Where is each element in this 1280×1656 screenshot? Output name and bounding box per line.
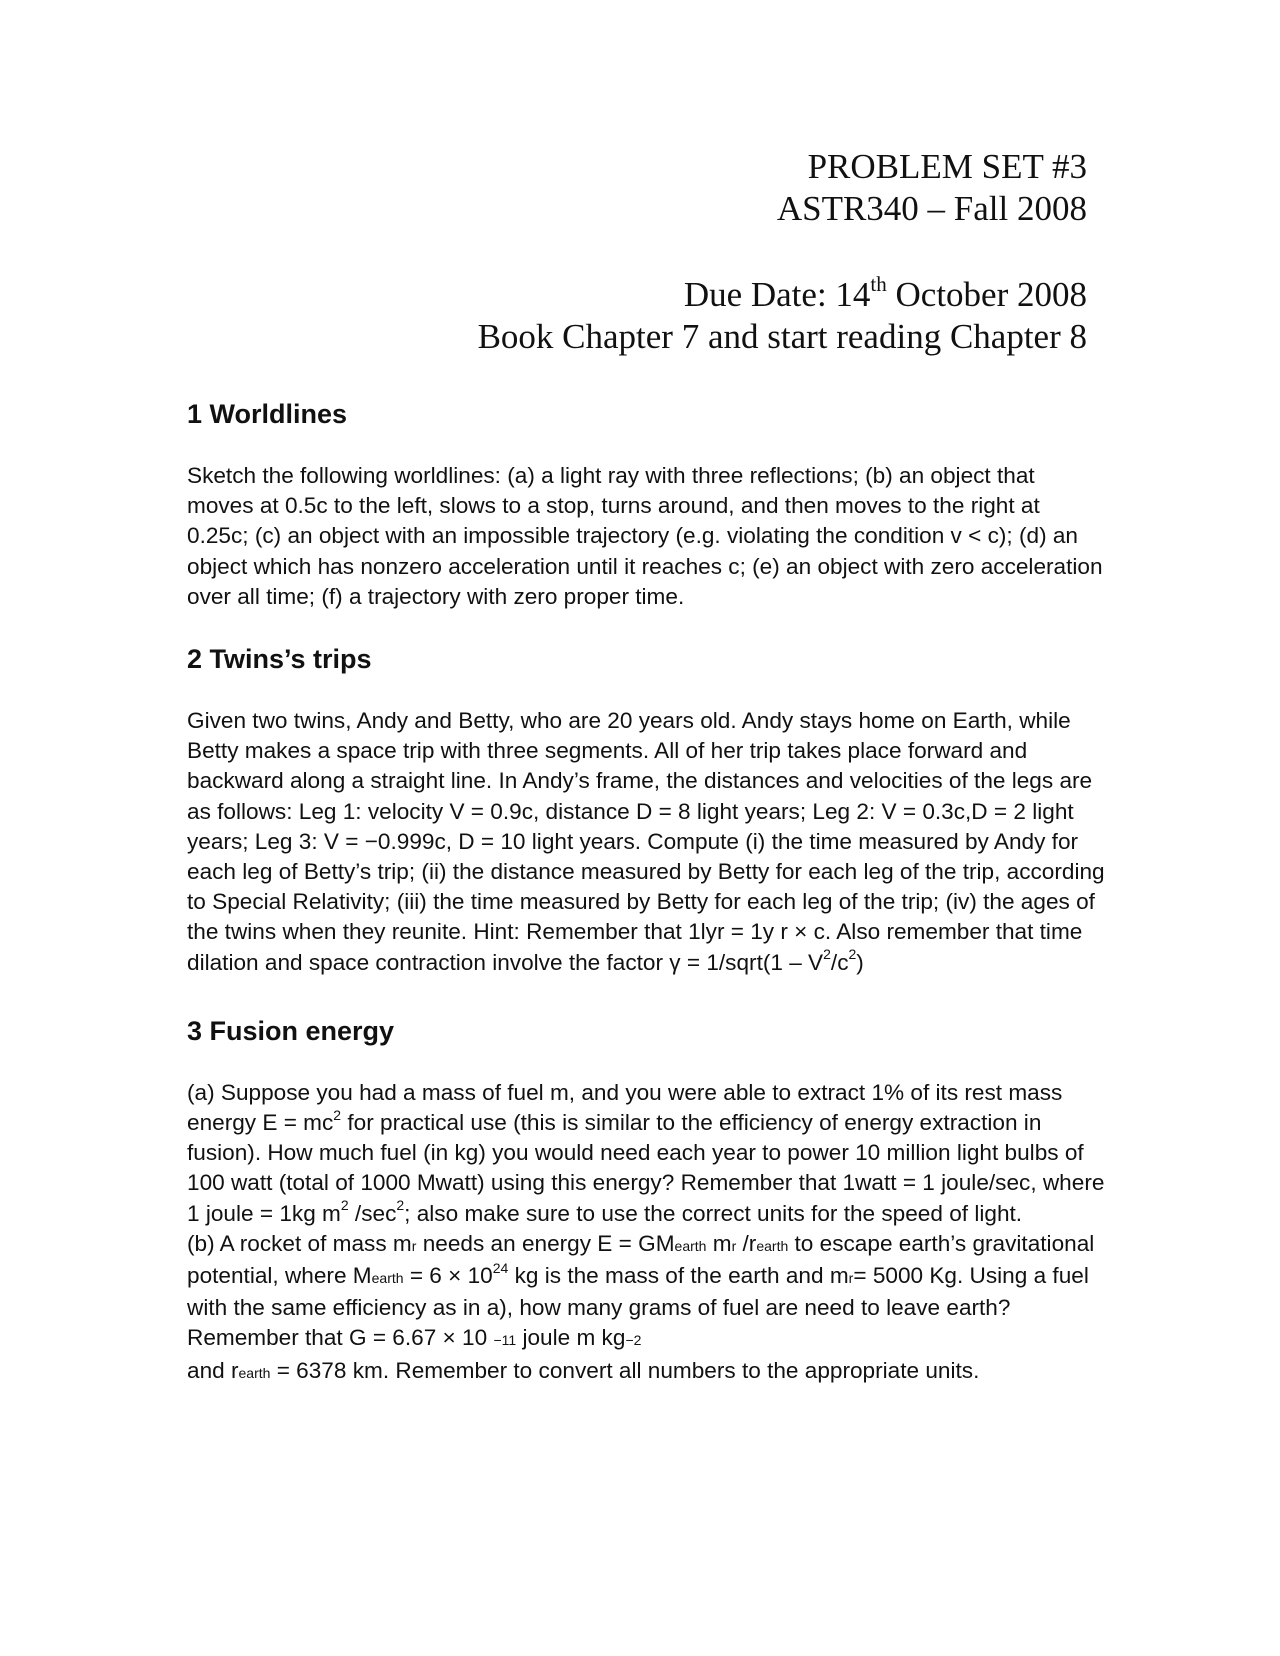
document-header	[478, 146, 1087, 358]
section-body-part-a: (a) Suppose you had a mass of fuel m, and you were able to extract 1% of its rest mass energy $E = mc^2$ for practical use (this is similar to the efficiency of energy extraction in fusion). How much fuel (in kg) you would need each year to power 10 million light bulbs of 100 watt (total of 1000 Mwatt) using this energy? Remember that 1watt = 1 joule/sec, where 1 joule = 1kg $m^2$ $/\sec^2$; also make sure to use the correct units for the speed of light.	[187, 1079, 1105, 1226]
section-title: 2 Twins’s trips	[187, 644, 372, 675]
section-fusion-energy	[187, 1014, 1107, 1388]
section-title: 3 Fusion energy	[187, 1015, 395, 1046]
problem-content	[187, 397, 1107, 1424]
section-twins-trips	[187, 642, 1107, 978]
section-body-part-b: (b) A rocket of mass mr needs an energy E = GMearth mr /rearth to escape earth’s gravitational potential, where Mearth = $6 \times 10^{24}$ kg is the mass of the earth and mr= 5000 Kg. Using a fuel with the same efficiency as in a), how many grams of fuel are need to leave earth? Remember that G = 6.67 × 10 −11 joule m kg−2 and rearth = 6378 km. Remember to convert all numbers to the appropriate units.	[187, 1230, 1095, 1383]
section-body: Sketch the following worldlines: (a) a light ray with three reflections; (b) an object that moves at 0.5c to the left, slows to a stop, turns around, and then moves to the right at 0.25c; (c) an object with an impossible trajectory (e.g. violating the condition v < c); (d) an object which has nonzero acceleration until it reaches c; (e) an object with zero acceleration over all time; (f) a trajectory with zero proper time.	[187, 463, 1103, 609]
problem-set-title: PROBLEM SET #3	[807, 147, 1087, 186]
reading-assignment: Book Chapter 7 and start reading Chapter 8	[477, 317, 1087, 356]
due-date: Due Date: 14th October 2008	[683, 272, 1087, 314]
section-worldlines	[187, 397, 1107, 612]
section-body: Given two twins, Andy and Betty, who are 20 years old. Andy stays home on Earth, while Betty makes a space trip with three segments. All of her trip takes place forward and backward along a straight line. In Andy’s frame, the distances and velocities of the legs are as follows: Leg 1: velocity V = 0.9c, distance D = 8 light years; Leg 2: V = 0.3c,D = 2 light years; Leg 3: V = −0.999c, D = 10 light years. Compute (i) the time measured by Andy for each leg of Betty’s trip; (ii) the distance measured by Betty for each leg of the trip, according to Special Relativity; (iii) the time measured by Betty for each leg of the trip; (iv) the ages of the twins when they reunite. Hint: Remember that 1lyr = 1y r × c. Also remember that time dilation and space contraction involve the factor γ = 1/sqrt(1 – $V^2/c^2$)	[187, 708, 1105, 975]
section-title: 1 Worldlines	[187, 399, 348, 429]
course-term: ASTR340 – Fall 2008	[776, 189, 1087, 228]
